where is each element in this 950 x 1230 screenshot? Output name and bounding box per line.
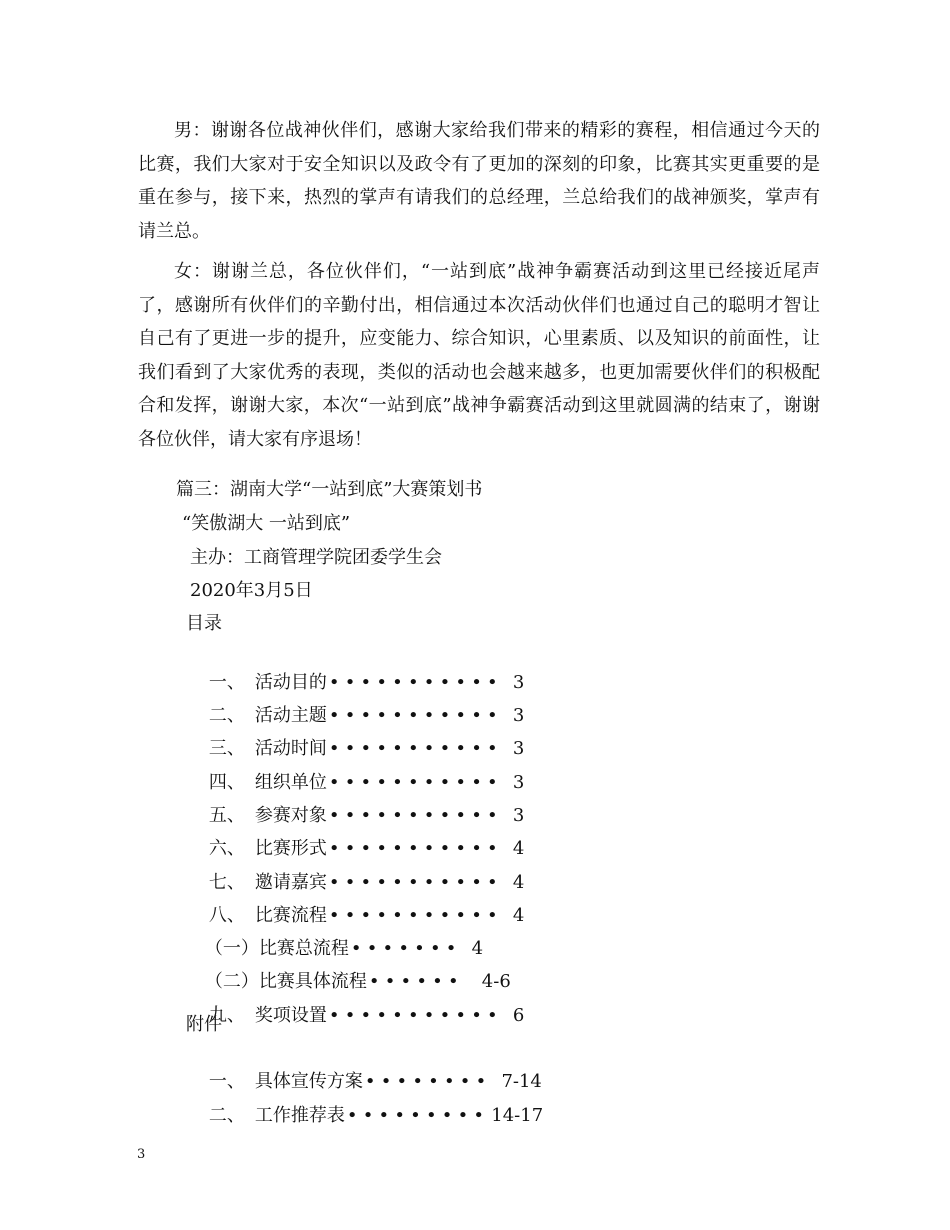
toc-page: 14-17	[491, 1105, 544, 1126]
toc-page: 3	[512, 772, 525, 793]
toc-leader: •••••••••••	[328, 705, 503, 726]
toc-page: 4	[512, 872, 525, 893]
toc-leader: •••••••••••	[328, 772, 503, 793]
toc-title-text: 活动主题	[254, 705, 327, 726]
toc-title: 目录	[186, 613, 222, 634]
paragraph-male-host: 男：谢谢各位战神伙伴们，感谢大家给我们带来的精彩的赛程，相信通过今天的比赛，我们大家对于安全知识以及政令有了更加的深刻的印象，比赛其实更重要的是重在参与，接下来，热烈的掌声有请我们的总经理，兰总给我们的战神颁奖，掌声有请兰总。	[138, 120, 820, 242]
toc-title-text: 活动目的	[254, 672, 327, 693]
toc-leader: •••••••••••	[328, 905, 503, 926]
toc-page: 7-14	[501, 1071, 542, 1092]
toc-number: 三、	[208, 738, 245, 759]
toc-page: 3	[512, 805, 525, 826]
toc-sub-title: （二）比赛具体流程	[204, 971, 367, 992]
toc-leader: •••••••••	[346, 1105, 490, 1126]
toc-leader: •••••••••••	[328, 872, 503, 893]
toc-page: 3	[512, 672, 525, 693]
toc-page: 4	[471, 938, 484, 959]
toc-leader: •••••••	[350, 938, 462, 959]
appendix-entry	[186, 1080, 543, 1152]
toc-title-text: 活动时间	[254, 738, 327, 759]
toc-number: 六、	[208, 838, 245, 859]
toc-number: 一、	[208, 1071, 245, 1092]
toc-title-text: 组织单位	[254, 772, 327, 793]
toc-number: 七、	[208, 872, 245, 893]
toc-page: 3	[512, 705, 525, 726]
toc-entry	[186, 980, 524, 1052]
toc-page: 6	[512, 1005, 525, 1026]
toc-page: 3	[512, 738, 525, 759]
toc-number: 四、	[208, 772, 245, 793]
appendix-title: 附件	[186, 1014, 222, 1035]
toc-title-text: 参赛对象	[254, 805, 327, 826]
toc-title-text: 具体宣传方案	[254, 1071, 363, 1092]
toc-leader: •••••••••••	[328, 1005, 503, 1026]
toc-leader: ••••••••	[364, 1071, 492, 1092]
paragraph-female-host: 女：谢谢兰总，各位伙伴们，“一站到底”战神争霸赛活动到这里已经接近尾声了，感谢所有伙伴们的辛勤付出，相信通过本次活动伙伴们也通过自己的聪明才智让自己有了更进一步的提升，应变能力、综合知识，心里素质、以及知识的前面性，让我们看到了大家优秀的表现，类似的活动也会越来越多，也更加需要伙伴们的积极配合和发挥，谢谢大家，本次“一站到底”战神争霸赛活动到这里就圆满的结束了，谢谢各位伙伴，请大家有序退场！	[138, 261, 820, 450]
toc-title-text: 工作推荐表	[254, 1105, 345, 1126]
toc-number: 八、	[208, 905, 245, 926]
toc-leader: •••••••••••	[328, 738, 503, 759]
toc-page: 4	[512, 838, 525, 859]
toc-number: 九、	[208, 1005, 245, 1026]
toc-title-text: 邀请嘉宾	[254, 872, 327, 893]
toc-number: 二、	[208, 705, 245, 726]
toc-page: 4-6	[481, 971, 511, 992]
page-number: 3	[137, 1147, 146, 1162]
date-line: 2020年3月5日	[190, 580, 313, 601]
section-heading: 篇三：湖南大学“一站到底”大赛策划书	[176, 479, 483, 500]
toc-leader: •••••••••••	[328, 805, 503, 826]
toc-title-text: 比赛流程	[254, 905, 327, 926]
toc-leader: •••••••••••	[328, 672, 503, 693]
toc-leader: ••••••	[368, 971, 464, 992]
toc-leader: •••••••••••	[328, 838, 503, 859]
event-slogan: “笑傲湖大 一站到底”	[182, 513, 351, 534]
toc-number: 五、	[208, 805, 245, 826]
organizer-line: 主办：工商管理学院团委学生会	[190, 547, 442, 568]
toc-title-text: 比赛形式	[254, 838, 327, 859]
toc-number: 二、	[208, 1105, 245, 1126]
toc-page: 4	[512, 905, 525, 926]
toc-title-text: 奖项设置	[254, 1005, 327, 1026]
toc-number: 一、	[208, 672, 245, 693]
toc-sub-title: （一）比赛总流程	[204, 938, 349, 959]
